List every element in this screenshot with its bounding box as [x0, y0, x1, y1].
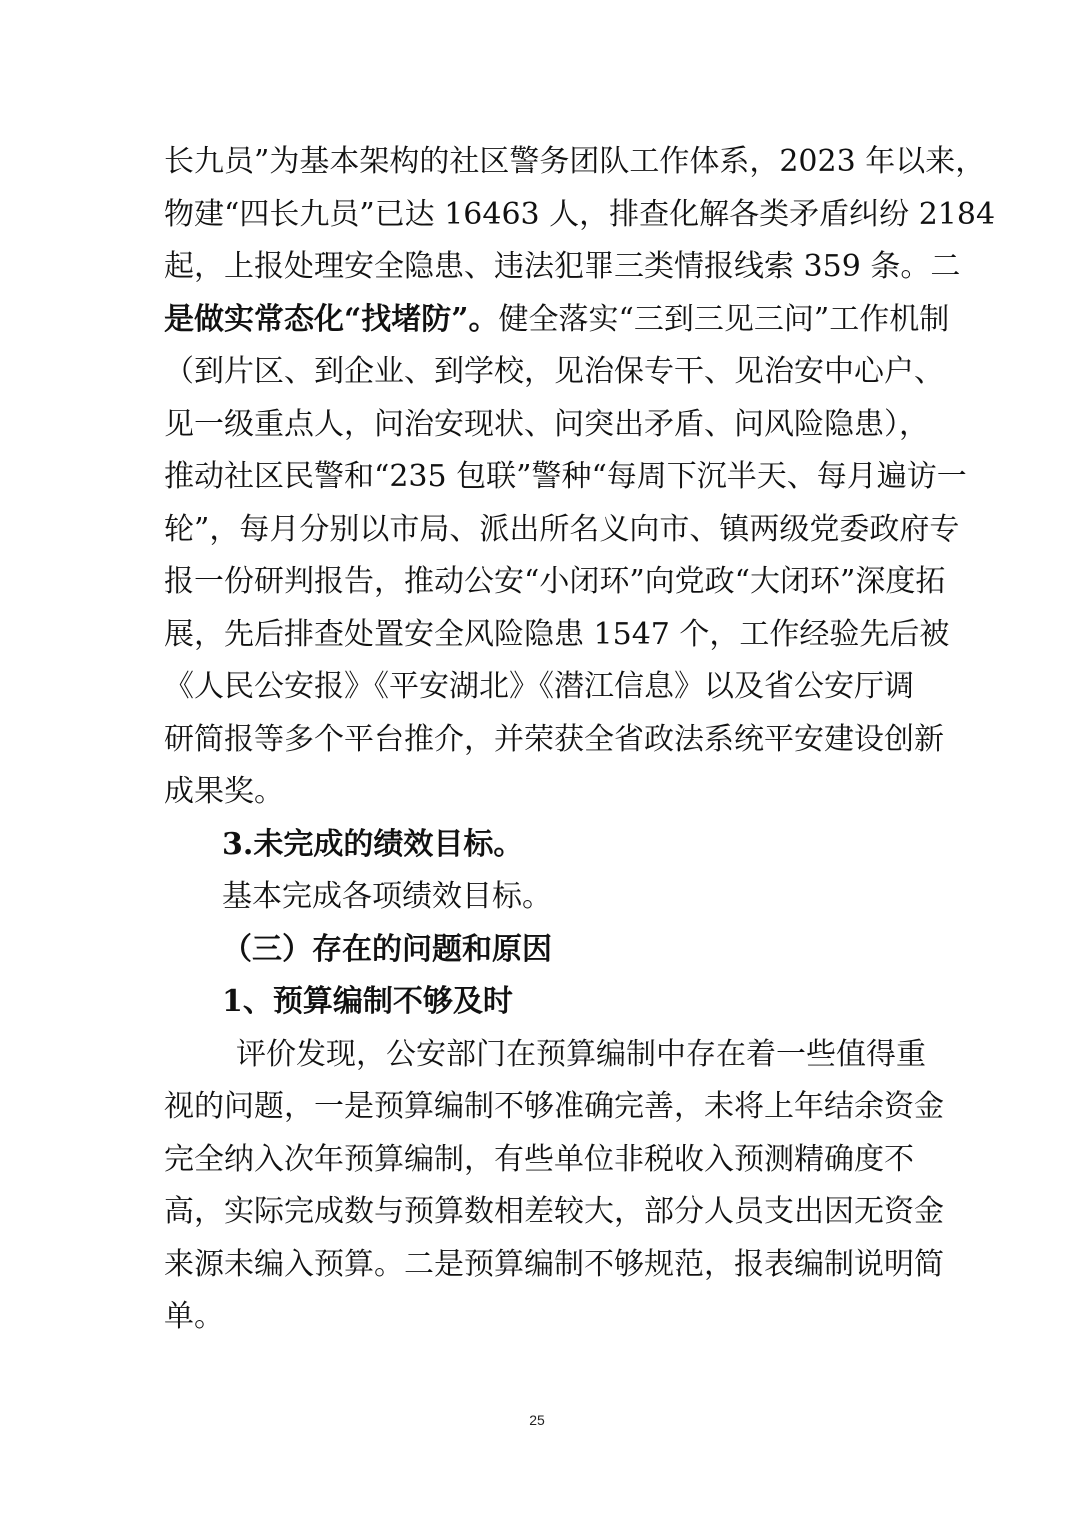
text-line: 物建“四长九员”已达 16463 人，排查化解各类矛盾纠纷 2184 [164, 196, 996, 232]
text-line: 见一级重点人，问治安现状、问突出矛盾、问风险隐患）， [164, 406, 929, 442]
text-run: 健全落实“三到三见三问”工作机制 [498, 301, 950, 337]
text-line: 评价发现，公安部门在预算编制中存在着一些值得重 [236, 1036, 926, 1072]
section-heading-unfinished-targets: 3.未完成的绩效目标。 [222, 826, 524, 862]
text-line: （到片区、到企业、到学校，见治保专干、见治安中心户、 [164, 354, 944, 389]
text-line: 轮”，每月分别以市局、派出所名义向市、镇两级党委政府专 [164, 511, 960, 547]
text-line: 报一份研判报告，推动公安“小闭环”向党政“大闭环”深度拓 [164, 564, 946, 599]
text-line: 研简报等多个平台推介，并荣获全省政法系统平安建设创新 [164, 721, 944, 757]
section-body-unfinished-targets: 基本完成各项绩效目标。 [222, 879, 552, 914]
paragraph-budget-issues [164, 1029, 944, 1344]
page-number: 25 [529, 1412, 545, 1428]
part-heading-problems: （三）存在的问题和原因 [222, 931, 552, 967]
bold-phrase: 是做实常态化“找堵防”。 [164, 301, 499, 337]
text-line: 展，先后排查处置安全风险隐患 1547 个，工作经验先后被 [164, 616, 950, 652]
text-line: 起，上报处理安全隐患、违法犯罪三类情报线索 359 条。二 [164, 249, 961, 284]
text-line: 单。 [164, 1299, 224, 1334]
text-line [164, 294, 950, 347]
text-line: 完全纳入次年预算编制，有些单位非税收入预测精确度不 [164, 1141, 914, 1177]
text-line: 高，实际完成数与预算数相差较大，部分人员支出因无资金 [164, 1194, 944, 1229]
text-line: 长九员”为基本架构的社区警务团队工作体系，2023 年以来， [164, 144, 986, 179]
text-line: 《人民公安报》《平安湖北》《潜江信息》以及省公安厅调 [164, 669, 914, 704]
text-line: 推动社区民警和“235 包联”警种“每周下沉半天、每月遍访一 [164, 459, 967, 494]
text-line: 成果奖。 [164, 774, 284, 809]
document-page [164, 136, 996, 1344]
text-line: 来源未编入预算。二是预算编制不够规范，报表编制说明简 [164, 1246, 944, 1282]
paragraph-community-policing [164, 136, 996, 819]
issue-heading-budget: 1、预算编制不够及时 [222, 984, 513, 1019]
text-line: 视的问题，一是预算编制不够准确完善，未将上年结余资金 [164, 1089, 944, 1124]
